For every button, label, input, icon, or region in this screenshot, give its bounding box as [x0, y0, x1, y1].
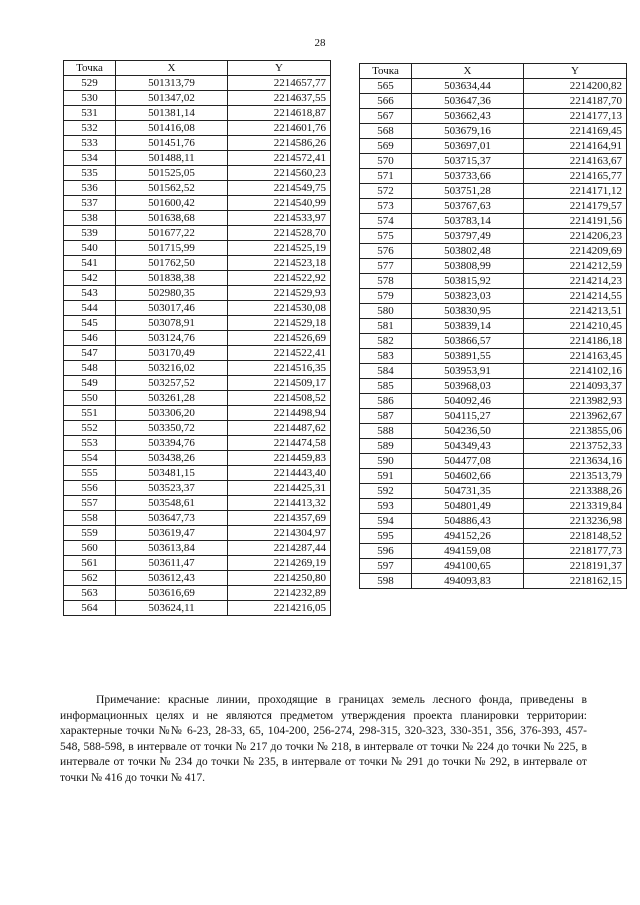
table-row	[64, 511, 331, 526]
y-coordinate-cell: 2214522,92	[228, 271, 331, 286]
coordinates-table-right	[359, 63, 627, 589]
point-number-cell: 537	[64, 196, 116, 211]
point-number-cell: 529	[64, 76, 116, 91]
table-row	[360, 124, 627, 139]
point-number-cell: 570	[360, 154, 412, 169]
x-coordinate-cell: 503815,92	[412, 274, 524, 289]
header-x: X	[412, 64, 524, 79]
y-coordinate-cell: 2214191,56	[524, 214, 627, 229]
table-row	[360, 154, 627, 169]
table-row	[360, 94, 627, 109]
x-coordinate-cell: 504236,50	[412, 424, 524, 439]
y-coordinate-cell: 2214508,52	[228, 391, 331, 406]
y-coordinate-cell: 2214618,87	[228, 106, 331, 121]
point-number-cell: 541	[64, 256, 116, 271]
point-number-cell: 595	[360, 529, 412, 544]
x-coordinate-cell: 503839,14	[412, 319, 524, 334]
point-number-cell: 592	[360, 484, 412, 499]
point-number-cell: 576	[360, 244, 412, 259]
table-row	[64, 376, 331, 391]
point-number-cell: 561	[64, 556, 116, 571]
table-row	[360, 109, 627, 124]
x-coordinate-cell: 504886,43	[412, 514, 524, 529]
point-number-cell: 545	[64, 316, 116, 331]
point-number-cell: 588	[360, 424, 412, 439]
table-header-row	[64, 61, 331, 76]
table-row	[360, 559, 627, 574]
y-coordinate-cell: 2214186,18	[524, 334, 627, 349]
y-coordinate-cell: 2218191,37	[524, 559, 627, 574]
point-number-cell: 534	[64, 151, 116, 166]
point-number-cell: 577	[360, 259, 412, 274]
y-coordinate-cell: 2214200,82	[524, 79, 627, 94]
x-coordinate-cell: 503866,57	[412, 334, 524, 349]
x-coordinate-cell: 501600,42	[116, 196, 228, 211]
x-coordinate-cell: 503830,95	[412, 304, 524, 319]
x-coordinate-cell: 501451,76	[116, 136, 228, 151]
header-y: Y	[228, 61, 331, 76]
y-coordinate-cell: 2214177,13	[524, 109, 627, 124]
y-coordinate-cell: 2214164,91	[524, 139, 627, 154]
x-coordinate-cell: 503797,49	[412, 229, 524, 244]
table-row	[360, 214, 627, 229]
table-row	[360, 574, 627, 589]
y-coordinate-cell: 2214304,97	[228, 526, 331, 541]
x-coordinate-cell: 503647,73	[116, 511, 228, 526]
x-coordinate-cell: 503216,02	[116, 361, 228, 376]
y-coordinate-cell: 2214637,55	[228, 91, 331, 106]
y-coordinate-cell: 2214601,76	[228, 121, 331, 136]
x-coordinate-cell: 503751,28	[412, 184, 524, 199]
x-coordinate-cell: 503548,61	[116, 496, 228, 511]
table-row	[360, 229, 627, 244]
y-coordinate-cell: 2214163,67	[524, 154, 627, 169]
x-coordinate-cell: 501562,52	[116, 181, 228, 196]
y-coordinate-cell: 2214529,93	[228, 286, 331, 301]
table-row	[64, 406, 331, 421]
x-coordinate-cell: 503523,37	[116, 481, 228, 496]
x-coordinate-cell: 504349,43	[412, 439, 524, 454]
x-coordinate-cell: 503823,03	[412, 289, 524, 304]
table-row	[64, 391, 331, 406]
table-row	[64, 331, 331, 346]
x-coordinate-cell: 503078,91	[116, 316, 228, 331]
y-coordinate-cell: 2214474,58	[228, 436, 331, 451]
y-coordinate-cell: 2214516,35	[228, 361, 331, 376]
x-coordinate-cell: 503808,99	[412, 259, 524, 274]
y-coordinate-cell: 2214187,70	[524, 94, 627, 109]
table-row	[64, 76, 331, 91]
y-coordinate-cell: 2213236,98	[524, 514, 627, 529]
point-number-cell: 579	[360, 289, 412, 304]
header-point: Точка	[360, 64, 412, 79]
table-row	[64, 451, 331, 466]
point-number-cell: 553	[64, 436, 116, 451]
x-coordinate-cell: 503619,47	[116, 526, 228, 541]
y-coordinate-cell: 2214165,77	[524, 169, 627, 184]
point-number-cell: 589	[360, 439, 412, 454]
coordinates-table-left	[63, 60, 331, 616]
table-header-row	[360, 64, 627, 79]
point-number-cell: 591	[360, 469, 412, 484]
point-number-cell: 533	[64, 136, 116, 151]
y-coordinate-cell: 2214498,94	[228, 406, 331, 421]
x-coordinate-cell: 501416,08	[116, 121, 228, 136]
y-coordinate-cell: 2214413,32	[228, 496, 331, 511]
x-coordinate-cell: 503624,11	[116, 601, 228, 616]
table-row	[64, 166, 331, 181]
point-number-cell: 584	[360, 364, 412, 379]
table-row	[360, 469, 627, 484]
table-row	[64, 361, 331, 376]
table-row	[360, 244, 627, 259]
x-coordinate-cell: 501381,14	[116, 106, 228, 121]
table-row	[360, 529, 627, 544]
x-coordinate-cell: 503394,76	[116, 436, 228, 451]
point-number-cell: 550	[64, 391, 116, 406]
page-number: 28	[314, 37, 326, 49]
x-coordinate-cell: 503679,16	[412, 124, 524, 139]
point-number-cell: 551	[64, 406, 116, 421]
y-coordinate-cell: 2214572,41	[228, 151, 331, 166]
point-number-cell: 596	[360, 544, 412, 559]
x-coordinate-cell: 501715,99	[116, 241, 228, 256]
x-coordinate-cell: 501313,79	[116, 76, 228, 91]
y-coordinate-cell: 2218177,73	[524, 544, 627, 559]
point-number-cell: 594	[360, 514, 412, 529]
y-coordinate-cell: 2218148,52	[524, 529, 627, 544]
point-number-cell: 583	[360, 349, 412, 364]
y-coordinate-cell: 2214214,23	[524, 274, 627, 289]
x-coordinate-cell: 503733,66	[412, 169, 524, 184]
x-coordinate-cell: 503616,69	[116, 586, 228, 601]
x-coordinate-cell: 503891,55	[412, 349, 524, 364]
x-coordinate-cell: 503953,91	[412, 364, 524, 379]
y-coordinate-cell: 2213982,93	[524, 394, 627, 409]
y-coordinate-cell: 2213319,84	[524, 499, 627, 514]
x-coordinate-cell: 503697,01	[412, 139, 524, 154]
point-number-cell: 543	[64, 286, 116, 301]
x-coordinate-cell: 503662,43	[412, 109, 524, 124]
point-number-cell: 542	[64, 271, 116, 286]
x-coordinate-cell: 501677,22	[116, 226, 228, 241]
y-coordinate-cell: 2214213,51	[524, 304, 627, 319]
x-coordinate-cell: 504477,08	[412, 454, 524, 469]
y-coordinate-cell: 2214206,23	[524, 229, 627, 244]
note-paragraph: Примечание: красные линии, проходящие в границах земель лесного фонда, приведены в информационных целях и не являются предметом утверждения проекта планировки территории: характерные точки №№ 6-23, 28-33, 65, 104-200, 256-274, 298-315, 320-323, 330-351, 356, 376-393, 457-548, 588-598, в интервале от точки № 217 до точки № 218, в интервале от точки № 224 до точки № 225, в интервале от точки № 234 до точки № 235, в интервале от точки № 291 до точки № 292, в интервале от точки № 416 до точки № 417.	[60, 693, 587, 784]
table-row	[64, 526, 331, 541]
y-coordinate-cell: 2214525,19	[228, 241, 331, 256]
y-coordinate-cell: 2214528,70	[228, 226, 331, 241]
x-coordinate-cell: 503261,28	[116, 391, 228, 406]
x-coordinate-cell: 503017,46	[116, 301, 228, 316]
y-coordinate-cell: 2214269,19	[228, 556, 331, 571]
point-number-cell: 557	[64, 496, 116, 511]
table-row	[64, 301, 331, 316]
y-coordinate-cell: 2214459,83	[228, 451, 331, 466]
header-x: X	[116, 61, 228, 76]
y-coordinate-cell: 2214287,44	[228, 541, 331, 556]
point-number-cell: 544	[64, 301, 116, 316]
x-coordinate-cell: 503613,84	[116, 541, 228, 556]
table-row	[360, 364, 627, 379]
table-row	[64, 316, 331, 331]
table-row	[360, 409, 627, 424]
point-number-cell: 598	[360, 574, 412, 589]
table-row	[64, 556, 331, 571]
point-number-cell: 546	[64, 331, 116, 346]
table-row	[360, 139, 627, 154]
table-row	[64, 271, 331, 286]
table-row	[64, 211, 331, 226]
x-coordinate-cell: 501838,38	[116, 271, 228, 286]
x-coordinate-cell: 503438,26	[116, 451, 228, 466]
y-coordinate-cell: 2214509,17	[228, 376, 331, 391]
y-coordinate-cell: 2214209,69	[524, 244, 627, 259]
point-number-cell: 559	[64, 526, 116, 541]
table-row	[64, 91, 331, 106]
table-row	[64, 601, 331, 616]
x-coordinate-cell: 503968,03	[412, 379, 524, 394]
x-coordinate-cell: 501638,68	[116, 211, 228, 226]
table-row	[64, 346, 331, 361]
table-row	[360, 544, 627, 559]
point-number-cell: 555	[64, 466, 116, 481]
x-coordinate-cell: 502980,35	[116, 286, 228, 301]
x-coordinate-cell: 501347,02	[116, 91, 228, 106]
table-row	[64, 136, 331, 151]
y-coordinate-cell: 2214657,77	[228, 76, 331, 91]
y-coordinate-cell: 2214586,26	[228, 136, 331, 151]
point-number-cell: 563	[64, 586, 116, 601]
point-number-cell: 575	[360, 229, 412, 244]
table-row	[360, 319, 627, 334]
table-row	[64, 121, 331, 136]
point-number-cell: 586	[360, 394, 412, 409]
table-row	[64, 286, 331, 301]
table-row	[64, 256, 331, 271]
table-row	[64, 226, 331, 241]
y-coordinate-cell: 2213513,79	[524, 469, 627, 484]
y-coordinate-cell: 2214529,18	[228, 316, 331, 331]
x-coordinate-cell: 504801,49	[412, 499, 524, 514]
x-coordinate-cell: 504092,46	[412, 394, 524, 409]
table-row	[360, 484, 627, 499]
point-number-cell: 567	[360, 109, 412, 124]
point-number-cell: 531	[64, 106, 116, 121]
x-coordinate-cell: 503802,48	[412, 244, 524, 259]
y-coordinate-cell: 2218162,15	[524, 574, 627, 589]
x-coordinate-cell: 494100,65	[412, 559, 524, 574]
x-coordinate-cell: 494159,08	[412, 544, 524, 559]
table-row	[360, 349, 627, 364]
y-coordinate-cell: 2214210,45	[524, 319, 627, 334]
point-number-cell: 536	[64, 181, 116, 196]
x-coordinate-cell: 503350,72	[116, 421, 228, 436]
y-coordinate-cell: 2214425,31	[228, 481, 331, 496]
header-point: Точка	[64, 61, 116, 76]
table-row	[64, 241, 331, 256]
x-coordinate-cell: 503611,47	[116, 556, 228, 571]
table-row	[64, 541, 331, 556]
x-coordinate-cell: 503647,36	[412, 94, 524, 109]
y-coordinate-cell: 2214093,37	[524, 379, 627, 394]
point-number-cell: 574	[360, 214, 412, 229]
point-number-cell: 578	[360, 274, 412, 289]
point-number-cell: 569	[360, 139, 412, 154]
y-coordinate-cell: 2213855,06	[524, 424, 627, 439]
x-coordinate-cell: 504115,27	[412, 409, 524, 424]
table-row	[360, 424, 627, 439]
y-coordinate-cell: 2214357,69	[228, 511, 331, 526]
table-row	[64, 151, 331, 166]
point-number-cell: 540	[64, 241, 116, 256]
point-number-cell: 571	[360, 169, 412, 184]
table-row	[360, 184, 627, 199]
x-coordinate-cell: 503257,52	[116, 376, 228, 391]
point-number-cell: 565	[360, 79, 412, 94]
y-coordinate-cell: 2214214,55	[524, 289, 627, 304]
y-coordinate-cell: 2214443,40	[228, 466, 331, 481]
table-row	[360, 379, 627, 394]
table-row	[64, 421, 331, 436]
table-row	[64, 481, 331, 496]
table-row	[64, 571, 331, 586]
point-number-cell: 562	[64, 571, 116, 586]
x-coordinate-cell: 494152,26	[412, 529, 524, 544]
y-coordinate-cell: 2214169,45	[524, 124, 627, 139]
point-number-cell: 566	[360, 94, 412, 109]
table-row	[360, 334, 627, 349]
y-coordinate-cell: 2214540,99	[228, 196, 331, 211]
table-row	[64, 196, 331, 211]
y-coordinate-cell: 2213752,33	[524, 439, 627, 454]
x-coordinate-cell: 503634,44	[412, 79, 524, 94]
point-number-cell: 558	[64, 511, 116, 526]
y-coordinate-cell: 2214487,62	[228, 421, 331, 436]
x-coordinate-cell: 504731,35	[412, 484, 524, 499]
x-coordinate-cell: 503481,15	[116, 466, 228, 481]
point-number-cell: 597	[360, 559, 412, 574]
y-coordinate-cell: 2213634,16	[524, 454, 627, 469]
point-number-cell: 539	[64, 226, 116, 241]
y-coordinate-cell: 2214163,45	[524, 349, 627, 364]
y-coordinate-cell: 2213962,67	[524, 409, 627, 424]
point-number-cell: 573	[360, 199, 412, 214]
point-number-cell: 552	[64, 421, 116, 436]
point-number-cell: 530	[64, 91, 116, 106]
point-number-cell: 580	[360, 304, 412, 319]
table-row	[64, 586, 331, 601]
point-number-cell: 554	[64, 451, 116, 466]
table-row	[360, 499, 627, 514]
point-number-cell: 535	[64, 166, 116, 181]
point-number-cell: 556	[64, 481, 116, 496]
table-row	[360, 439, 627, 454]
y-coordinate-cell: 2214526,69	[228, 331, 331, 346]
x-coordinate-cell: 501525,05	[116, 166, 228, 181]
x-coordinate-cell: 503767,63	[412, 199, 524, 214]
y-coordinate-cell: 2214560,23	[228, 166, 331, 181]
y-coordinate-cell: 2214523,18	[228, 256, 331, 271]
table-row	[360, 514, 627, 529]
table-row	[64, 466, 331, 481]
y-coordinate-cell: 2214530,08	[228, 301, 331, 316]
point-number-cell: 548	[64, 361, 116, 376]
table-row	[64, 181, 331, 196]
table-row	[360, 394, 627, 409]
table-row	[360, 304, 627, 319]
point-number-cell: 590	[360, 454, 412, 469]
y-coordinate-cell: 2214549,75	[228, 181, 331, 196]
point-number-cell: 538	[64, 211, 116, 226]
y-coordinate-cell: 2214216,05	[228, 601, 331, 616]
table-row	[64, 106, 331, 121]
x-coordinate-cell: 503124,76	[116, 331, 228, 346]
point-number-cell: 560	[64, 541, 116, 556]
table-row	[360, 259, 627, 274]
y-coordinate-cell: 2214212,59	[524, 259, 627, 274]
table-row	[360, 454, 627, 469]
y-coordinate-cell: 2214179,57	[524, 199, 627, 214]
table-row	[360, 79, 627, 94]
y-coordinate-cell: 2214171,12	[524, 184, 627, 199]
point-number-cell: 568	[360, 124, 412, 139]
y-coordinate-cell: 2213388,26	[524, 484, 627, 499]
point-number-cell: 564	[64, 601, 116, 616]
point-number-cell: 581	[360, 319, 412, 334]
point-number-cell: 532	[64, 121, 116, 136]
x-coordinate-cell: 504602,66	[412, 469, 524, 484]
table-row	[64, 496, 331, 511]
point-number-cell: 593	[360, 499, 412, 514]
table-row	[360, 289, 627, 304]
point-number-cell: 587	[360, 409, 412, 424]
table-row	[360, 274, 627, 289]
y-coordinate-cell: 2214533,97	[228, 211, 331, 226]
y-coordinate-cell: 2214232,89	[228, 586, 331, 601]
x-coordinate-cell: 503612,43	[116, 571, 228, 586]
table-row	[360, 199, 627, 214]
y-coordinate-cell: 2214522,41	[228, 346, 331, 361]
y-coordinate-cell: 2214250,80	[228, 571, 331, 586]
point-number-cell: 549	[64, 376, 116, 391]
point-number-cell: 572	[360, 184, 412, 199]
x-coordinate-cell: 494093,83	[412, 574, 524, 589]
header-y: Y	[524, 64, 627, 79]
x-coordinate-cell: 503170,49	[116, 346, 228, 361]
point-number-cell: 585	[360, 379, 412, 394]
table-row	[360, 169, 627, 184]
point-number-cell: 582	[360, 334, 412, 349]
point-number-cell: 547	[64, 346, 116, 361]
x-coordinate-cell: 503783,14	[412, 214, 524, 229]
x-coordinate-cell: 503306,20	[116, 406, 228, 421]
x-coordinate-cell: 501488,11	[116, 151, 228, 166]
table-row	[64, 436, 331, 451]
x-coordinate-cell: 503715,37	[412, 154, 524, 169]
x-coordinate-cell: 501762,50	[116, 256, 228, 271]
y-coordinate-cell: 2214102,16	[524, 364, 627, 379]
